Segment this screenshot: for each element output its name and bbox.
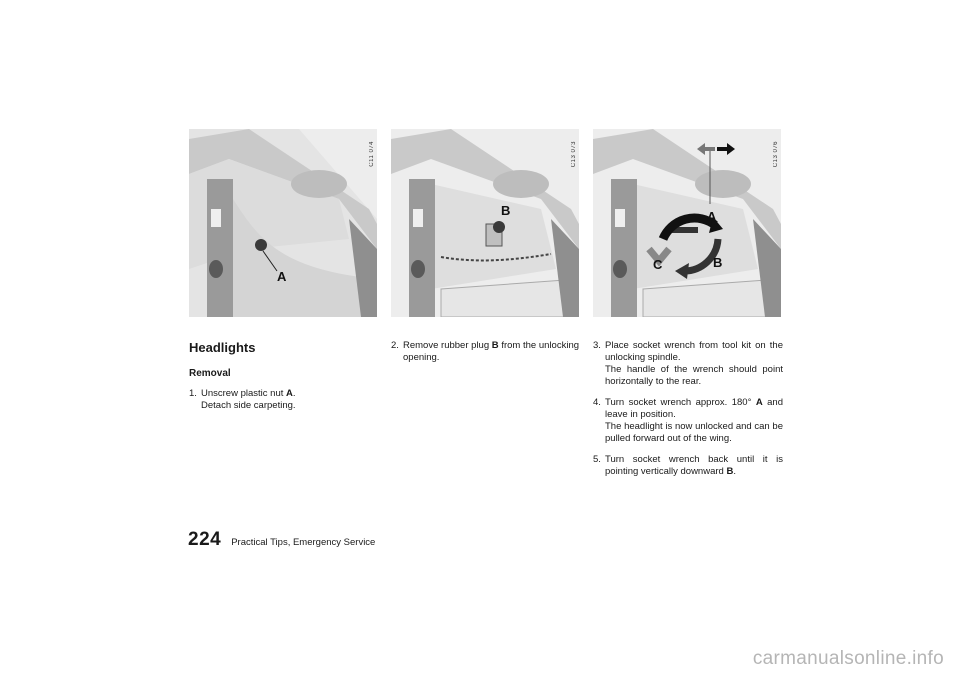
page-number: 224	[188, 529, 222, 550]
text-column-1	[189, 340, 369, 421]
callout-b: B	[501, 203, 511, 218]
step-extra: The handle of the wrench should point horizontally to the rear.	[605, 364, 783, 387]
watermark: carmanualsonline.info	[752, 648, 944, 669]
step-text-end: from the unlocking opening.	[403, 340, 580, 363]
step-4	[593, 397, 783, 445]
step-text: Place socket wrench from tool kit on the unlocking spindle.	[605, 340, 783, 363]
step-text: Remove rubber plug	[403, 340, 492, 351]
step-callout-ref: B	[726, 466, 734, 477]
step-text: Turn socket wrench approx. 180°	[605, 397, 756, 408]
step-text: Unscrew plastic nut	[201, 388, 287, 399]
step-number: 3.	[593, 340, 601, 351]
illustration-3	[593, 129, 781, 317]
illustration-1	[189, 129, 377, 317]
step-extra: Detach side carpeting.	[201, 400, 296, 411]
step-text: Turn socket wrench back until it is pointing vertically downward	[605, 454, 783, 477]
figure-remove-rubber-plug	[391, 129, 579, 317]
figure-unscrew-plastic-nut	[189, 129, 377, 317]
step-2	[391, 340, 579, 364]
section-heading: Headlights	[189, 340, 256, 355]
step-number: 1.	[189, 388, 197, 399]
step-text-end: .	[733, 466, 736, 477]
text-column-2	[391, 340, 579, 373]
callout-c: C	[653, 257, 663, 272]
figure-code: C13 073	[571, 141, 577, 168]
figure-code: C11 074	[369, 141, 375, 167]
figure-turn-socket-wrench	[593, 129, 781, 317]
step-callout-ref: B	[491, 340, 499, 351]
step-3	[593, 340, 783, 388]
illustration-2	[391, 129, 579, 317]
step-callout-ref: A	[755, 397, 763, 408]
figure-code: C13 076	[773, 141, 779, 168]
section-name: Practical Tips, Emergency Service	[231, 537, 376, 548]
section-subheading: Removal	[189, 368, 231, 379]
step-1	[189, 388, 369, 412]
step-number: 2.	[391, 340, 399, 351]
step-text-end: .	[292, 388, 296, 399]
step-text-end: and leave in position.	[605, 397, 783, 420]
text-column-3	[593, 340, 783, 487]
step-number: 5.	[593, 454, 601, 465]
step-number: 4.	[593, 397, 601, 408]
step-5	[593, 454, 783, 478]
step-callout-ref: A	[286, 388, 293, 399]
callout-b: B	[713, 255, 723, 270]
callout-a: A	[277, 269, 287, 284]
page-footer	[188, 529, 375, 551]
callout-a: A	[707, 209, 717, 224]
step-extra: The headlight is now unlocked and can be pulled forward out of the wing.	[605, 421, 783, 444]
